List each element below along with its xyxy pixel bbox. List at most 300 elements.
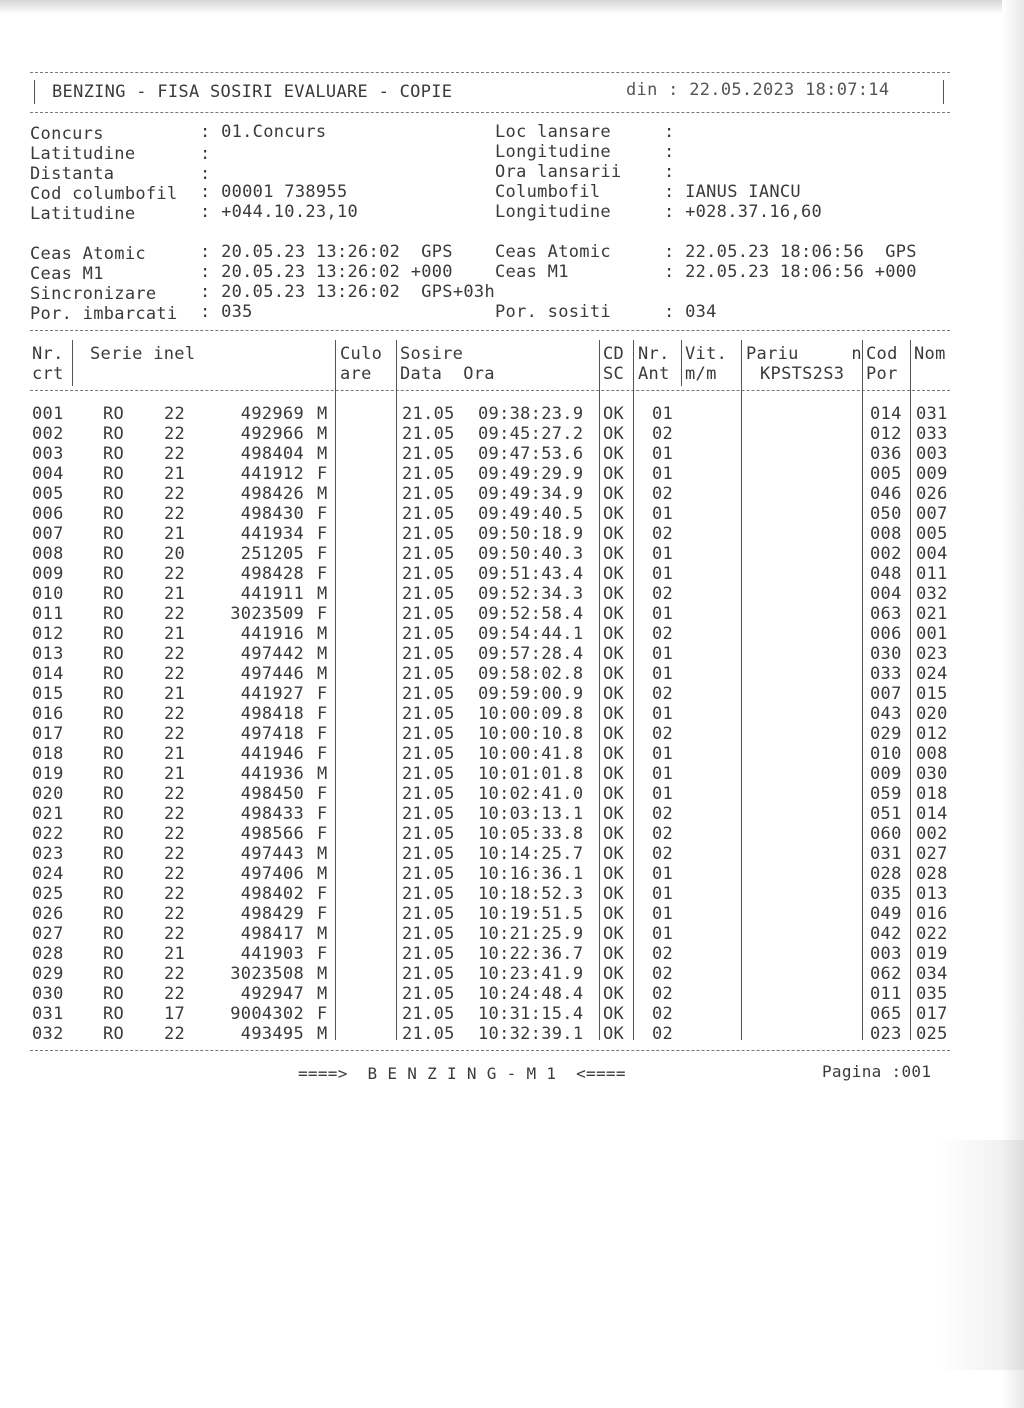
- row-nr: 023: [32, 844, 64, 864]
- row-sex: F: [317, 684, 328, 704]
- row-cd: OK: [603, 784, 625, 804]
- title-border-bottom: [30, 112, 950, 113]
- table-row: [0, 644, 1024, 664]
- row-cod: 065: [870, 1004, 902, 1024]
- row-cod: 043: [870, 704, 902, 724]
- row-nom: 033: [916, 424, 948, 444]
- row-year: 21: [164, 584, 186, 604]
- row-nom: 007: [916, 504, 948, 524]
- row-time: 09:54:44.1: [478, 624, 584, 644]
- row-cd: OK: [603, 884, 625, 904]
- row-cod: 012: [870, 424, 902, 444]
- table-row: [0, 604, 1024, 624]
- row-time: 10:16:36.1: [478, 864, 584, 884]
- row-year: 22: [164, 724, 186, 744]
- row-ring: 497406: [240, 864, 304, 884]
- row-country: RO: [103, 584, 125, 604]
- row-date: 21.05: [402, 524, 455, 544]
- row-sex: F: [317, 704, 328, 724]
- row-ant: 01: [652, 544, 674, 564]
- table-row: [0, 424, 1024, 444]
- row-cd: OK: [603, 844, 625, 864]
- row-nr: 025: [32, 884, 64, 904]
- row-year: 22: [164, 644, 186, 664]
- row-time: 10:03:13.1: [478, 804, 584, 824]
- header-nr-ant: Nr.: [638, 344, 670, 364]
- row-cd: OK: [603, 524, 625, 544]
- table-row: [0, 1024, 1024, 1044]
- row-ring: 497446: [240, 664, 304, 684]
- row-ant: 02: [652, 1004, 674, 1024]
- info-label: Ora lansarii: [495, 162, 622, 182]
- row-nom: 001: [916, 624, 948, 644]
- row-sex: M: [317, 844, 328, 864]
- row-time: 10:00:10.8: [478, 724, 584, 744]
- clock-value: : 20.05.23 13:26:02 GPS+03h: [200, 282, 495, 302]
- row-country: RO: [103, 644, 125, 664]
- table-row: [0, 944, 1024, 964]
- row-time: 10:05:33.8: [478, 824, 584, 844]
- row-cd: OK: [603, 864, 625, 884]
- document-date: din : 22.05.2023 18:07:14: [626, 80, 890, 100]
- row-date: 21.05: [402, 784, 455, 804]
- row-country: RO: [103, 844, 125, 864]
- row-ring: 498426: [240, 484, 304, 504]
- row-nom: 005: [916, 524, 948, 544]
- row-sex: M: [317, 924, 328, 944]
- row-nr: 008: [32, 544, 64, 564]
- row-year: 22: [164, 984, 186, 1004]
- info-label: Concurs: [30, 124, 104, 144]
- row-year: 22: [164, 484, 186, 504]
- row-country: RO: [103, 604, 125, 624]
- table-row: [0, 484, 1024, 504]
- row-cd: OK: [603, 1004, 625, 1024]
- row-date: 21.05: [402, 1024, 455, 1044]
- row-cd: OK: [603, 544, 625, 564]
- row-ant: 02: [652, 584, 674, 604]
- row-country: RO: [103, 424, 125, 444]
- info-label: Loc lansare: [495, 122, 611, 142]
- header-cd: CD: [603, 344, 625, 364]
- row-ant: 01: [652, 764, 674, 784]
- row-cod: 036: [870, 444, 902, 464]
- row-time: 10:14:25.7: [478, 844, 584, 864]
- row-country: RO: [103, 504, 125, 524]
- row-year: 20: [164, 544, 186, 564]
- row-nom: 013: [916, 884, 948, 904]
- row-nr: 003: [32, 444, 64, 464]
- row-ring: 251205: [240, 544, 304, 564]
- row-year: 22: [164, 564, 186, 584]
- header-nom: Nom: [914, 344, 946, 364]
- row-nom: 002: [916, 824, 948, 844]
- row-cd: OK: [603, 404, 625, 424]
- row-nr: 016: [32, 704, 64, 724]
- row-date: 21.05: [402, 464, 455, 484]
- row-date: 21.05: [402, 684, 455, 704]
- row-country: RO: [103, 784, 125, 804]
- row-year: 22: [164, 904, 186, 924]
- row-nr: 029: [32, 964, 64, 984]
- row-ant: 02: [652, 624, 674, 644]
- row-sex: F: [317, 604, 328, 624]
- row-nr: 021: [32, 804, 64, 824]
- row-date: 21.05: [402, 904, 455, 924]
- title-border-top: [30, 72, 950, 73]
- row-time: 10:32:39.1: [478, 1024, 584, 1044]
- row-nr: 011: [32, 604, 64, 624]
- row-ant: 01: [652, 864, 674, 884]
- row-nr: 015: [32, 684, 64, 704]
- row-year: 22: [164, 604, 186, 624]
- row-ant: 02: [652, 984, 674, 1004]
- row-sex: F: [317, 904, 328, 924]
- row-year: 22: [164, 824, 186, 844]
- row-ring: 497418: [240, 724, 304, 744]
- row-ring: 492947: [240, 984, 304, 1004]
- row-cod: 062: [870, 964, 902, 984]
- row-country: RO: [103, 964, 125, 984]
- row-nom: 014: [916, 804, 948, 824]
- row-year: 22: [164, 884, 186, 904]
- row-year: 22: [164, 504, 186, 524]
- row-ant: 02: [652, 804, 674, 824]
- row-nom: 030: [916, 764, 948, 784]
- row-ring: 441903: [240, 944, 304, 964]
- row-ant: 01: [652, 744, 674, 764]
- table-row: [0, 984, 1024, 1004]
- row-nr: 005: [32, 484, 64, 504]
- row-nr: 009: [32, 564, 64, 584]
- row-nom: 032: [916, 584, 948, 604]
- row-ring: 498428: [240, 564, 304, 584]
- info-value: :: [664, 122, 675, 142]
- row-ant: 01: [652, 564, 674, 584]
- row-time: 09:51:43.4: [478, 564, 584, 584]
- row-nom: 035: [916, 984, 948, 1004]
- header-pariu: Pariu n: [746, 344, 862, 364]
- info-value: : +028.37.16,60: [664, 202, 823, 222]
- header-culoare: Culo: [340, 344, 383, 364]
- row-cd: OK: [603, 804, 625, 824]
- row-cod: 046: [870, 484, 902, 504]
- scan-smudge: [940, 1140, 1024, 1370]
- row-ring: 497443: [240, 844, 304, 864]
- row-cod: 011: [870, 984, 902, 1004]
- row-cd: OK: [603, 464, 625, 484]
- row-date: 21.05: [402, 624, 455, 644]
- row-nom: 025: [916, 1024, 948, 1044]
- row-cd: OK: [603, 984, 625, 1004]
- row-time: 10:24:48.4: [478, 984, 584, 1004]
- info-value: :: [664, 162, 675, 182]
- row-ring: 441934: [240, 524, 304, 544]
- row-country: RO: [103, 544, 125, 564]
- row-time: 09:52:58.4: [478, 604, 584, 624]
- row-cod: 002: [870, 544, 902, 564]
- clock-label: Sincronizare: [30, 284, 157, 304]
- row-year: 21: [164, 744, 186, 764]
- page-number: Pagina :001: [822, 1062, 932, 1081]
- row-time: 09:49:29.9: [478, 464, 584, 484]
- row-cod: 028: [870, 864, 902, 884]
- row-year: 22: [164, 664, 186, 684]
- row-cd: OK: [603, 584, 625, 604]
- info-value: :: [664, 142, 675, 162]
- row-year: 22: [164, 964, 186, 984]
- row-year: 21: [164, 624, 186, 644]
- row-nom: 017: [916, 1004, 948, 1024]
- row-time: 10:01:01.8: [478, 764, 584, 784]
- row-ant: 02: [652, 684, 674, 704]
- row-date: 21.05: [402, 844, 455, 864]
- row-year: 22: [164, 424, 186, 444]
- row-cd: OK: [603, 504, 625, 524]
- row-country: RO: [103, 464, 125, 484]
- row-ring: 498433: [240, 804, 304, 824]
- row-sex: F: [317, 1004, 328, 1024]
- row-year: 22: [164, 704, 186, 724]
- table-row: [0, 744, 1024, 764]
- row-sex: F: [317, 884, 328, 904]
- row-nr: 002: [32, 424, 64, 444]
- info-label: Distanta: [30, 164, 115, 184]
- table-row: [0, 904, 1024, 924]
- table-rule-header: [30, 390, 950, 391]
- row-nom: 011: [916, 564, 948, 584]
- row-ant: 01: [652, 444, 674, 464]
- row-ring: 441946: [240, 744, 304, 764]
- row-ring: 3023509: [230, 604, 304, 624]
- row-cod: 029: [870, 724, 902, 744]
- table-row: [0, 824, 1024, 844]
- clock-value: : 034: [664, 302, 717, 322]
- row-cod: 059: [870, 784, 902, 804]
- row-country: RO: [103, 684, 125, 704]
- row-sex: M: [317, 964, 328, 984]
- info-value: :: [200, 164, 211, 184]
- row-country: RO: [103, 744, 125, 764]
- row-date: 21.05: [402, 924, 455, 944]
- row-country: RO: [103, 884, 125, 904]
- row-cod: 035: [870, 884, 902, 904]
- row-nom: 019: [916, 944, 948, 964]
- row-cod: 049: [870, 904, 902, 924]
- row-date: 21.05: [402, 864, 455, 884]
- row-time: 09:52:34.3: [478, 584, 584, 604]
- row-date: 21.05: [402, 404, 455, 424]
- info-label: Columbofil: [495, 182, 601, 202]
- row-cd: OK: [603, 964, 625, 984]
- row-nr: 001: [32, 404, 64, 424]
- table-row: [0, 664, 1024, 684]
- row-time: 10:19:51.5: [478, 904, 584, 924]
- row-ring: 492966: [240, 424, 304, 444]
- row-time: 10:02:41.0: [478, 784, 584, 804]
- row-sex: F: [317, 564, 328, 584]
- row-cod: 003: [870, 944, 902, 964]
- row-nr: 020: [32, 784, 64, 804]
- row-nr: 031: [32, 1004, 64, 1024]
- header-nr: Nr.: [32, 344, 64, 364]
- row-cod: 060: [870, 824, 902, 844]
- row-cd: OK: [603, 424, 625, 444]
- row-sex: F: [317, 544, 328, 564]
- row-nom: 018: [916, 784, 948, 804]
- row-date: 21.05: [402, 1004, 455, 1024]
- row-sex: M: [317, 444, 328, 464]
- table-row: [0, 864, 1024, 884]
- clock-value: : 22.05.23 18:06:56 +000: [664, 262, 917, 282]
- table-row: [0, 464, 1024, 484]
- row-time: 10:21:25.9: [478, 924, 584, 944]
- row-cod: 031: [870, 844, 902, 864]
- header-sc: SC: [603, 364, 625, 384]
- row-date: 21.05: [402, 984, 455, 1004]
- row-date: 21.05: [402, 564, 455, 584]
- row-cd: OK: [603, 444, 625, 464]
- row-country: RO: [103, 904, 125, 924]
- row-ring: 441927: [240, 684, 304, 704]
- table-row: [0, 844, 1024, 864]
- row-time: 09:49:40.5: [478, 504, 584, 524]
- row-cod: 004: [870, 584, 902, 604]
- header-kpsts: KPSTS2S3: [760, 364, 845, 384]
- row-nr: 007: [32, 524, 64, 544]
- row-cd: OK: [603, 904, 625, 924]
- row-year: 21: [164, 944, 186, 964]
- row-nr: 010: [32, 584, 64, 604]
- row-year: 22: [164, 804, 186, 824]
- row-cd: OK: [603, 944, 625, 964]
- row-sex: F: [317, 944, 328, 964]
- row-sex: F: [317, 504, 328, 524]
- row-ant: 01: [652, 704, 674, 724]
- row-date: 21.05: [402, 664, 455, 684]
- row-cod: 009: [870, 764, 902, 784]
- table-row: [0, 804, 1024, 824]
- row-sex: M: [317, 864, 328, 884]
- row-time: 09:59:00.9: [478, 684, 584, 704]
- table-row: [0, 1004, 1024, 1024]
- row-sex: F: [317, 824, 328, 844]
- row-ant: 01: [652, 464, 674, 484]
- row-ant: 02: [652, 424, 674, 444]
- row-date: 21.05: [402, 724, 455, 744]
- row-ant: 02: [652, 824, 674, 844]
- table-row: [0, 884, 1024, 904]
- row-date: 21.05: [402, 764, 455, 784]
- row-year: 21: [164, 464, 186, 484]
- row-nom: 022: [916, 924, 948, 944]
- row-country: RO: [103, 944, 125, 964]
- row-nom: 012: [916, 724, 948, 744]
- title-border-left: [34, 80, 35, 104]
- row-ring: 441911: [240, 584, 304, 604]
- row-cod: 030: [870, 644, 902, 664]
- table-row: [0, 444, 1024, 464]
- clock-label: Ceas M1: [30, 264, 104, 284]
- row-ant: 02: [652, 844, 674, 864]
- row-year: 22: [164, 844, 186, 864]
- row-ring: 3023508: [230, 964, 304, 984]
- row-nom: 008: [916, 744, 948, 764]
- row-nom: 009: [916, 464, 948, 484]
- row-nom: 023: [916, 644, 948, 664]
- row-ring: 497442: [240, 644, 304, 664]
- table-row: [0, 524, 1024, 544]
- row-date: 21.05: [402, 544, 455, 564]
- header-culoare-2: are: [340, 364, 372, 384]
- row-nr: 004: [32, 464, 64, 484]
- row-year: 22: [164, 784, 186, 804]
- row-cod: 023: [870, 1024, 902, 1044]
- header-por: Por: [866, 364, 898, 384]
- row-sex: M: [317, 424, 328, 444]
- table-row: [0, 564, 1024, 584]
- header-crt: crt: [32, 364, 64, 384]
- row-sex: F: [317, 744, 328, 764]
- row-ant: 02: [652, 964, 674, 984]
- row-time: 10:23:41.9: [478, 964, 584, 984]
- row-cod: 048: [870, 564, 902, 584]
- row-date: 21.05: [402, 504, 455, 524]
- row-country: RO: [103, 984, 125, 1004]
- table-row: [0, 964, 1024, 984]
- row-cod: 007: [870, 684, 902, 704]
- row-ring: 441916: [240, 624, 304, 644]
- row-date: 21.05: [402, 824, 455, 844]
- row-cod: 050: [870, 504, 902, 524]
- row-nr: 017: [32, 724, 64, 744]
- col-divider: [681, 340, 682, 386]
- row-ring: 493495: [240, 1024, 304, 1044]
- row-date: 21.05: [402, 704, 455, 724]
- row-nom: 004: [916, 544, 948, 564]
- row-date: 21.05: [402, 584, 455, 604]
- row-ant: 02: [652, 724, 674, 744]
- row-nom: 020: [916, 704, 948, 724]
- row-nr: 024: [32, 864, 64, 884]
- row-cd: OK: [603, 924, 625, 944]
- row-ring: 498418: [240, 704, 304, 724]
- row-country: RO: [103, 724, 125, 744]
- row-sex: F: [317, 724, 328, 744]
- table-row: [0, 624, 1024, 644]
- row-sex: M: [317, 484, 328, 504]
- row-nr: 013: [32, 644, 64, 664]
- title-border-right: [943, 80, 944, 104]
- row-ant: 02: [652, 1024, 674, 1044]
- row-country: RO: [103, 824, 125, 844]
- row-date: 21.05: [402, 604, 455, 624]
- row-country: RO: [103, 404, 125, 424]
- info-label: Latitudine: [30, 204, 136, 224]
- row-nr: 028: [32, 944, 64, 964]
- table-row: [0, 584, 1024, 604]
- row-date: 21.05: [402, 964, 455, 984]
- row-cd: OK: [603, 764, 625, 784]
- row-cod: 051: [870, 804, 902, 824]
- row-date: 21.05: [402, 424, 455, 444]
- row-sex: F: [317, 524, 328, 544]
- row-cod: 010: [870, 744, 902, 764]
- row-year: 21: [164, 684, 186, 704]
- row-cod: 006: [870, 624, 902, 644]
- row-year: 22: [164, 924, 186, 944]
- row-time: 09:57:28.4: [478, 644, 584, 664]
